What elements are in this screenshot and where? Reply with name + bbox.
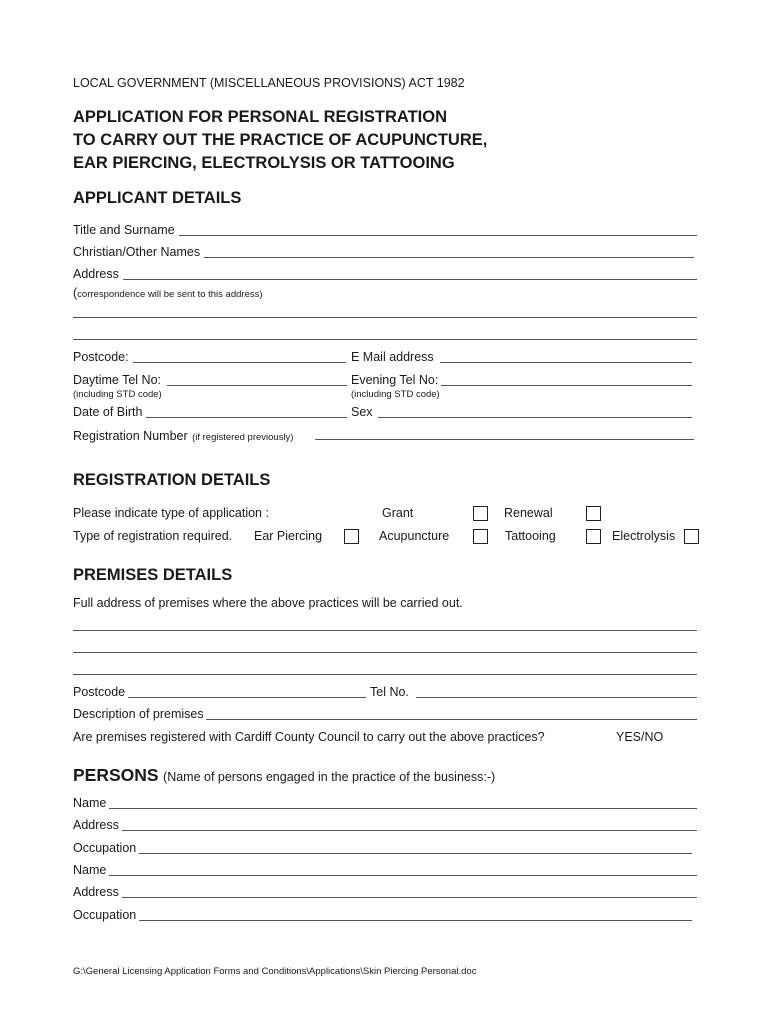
person-2-occupation-label: Occupation (73, 908, 137, 922)
person-2-name-field[interactable] (109, 875, 697, 876)
title-surname-field[interactable] (179, 235, 697, 236)
reg-number-label (73, 427, 293, 445)
address-field[interactable] (123, 279, 697, 280)
premises-description-label: Description of premises (73, 707, 204, 721)
premises-details-heading: PREMISES DETAILS (73, 566, 233, 584)
dob-label: Date of Birth (73, 405, 143, 419)
person-1-name-label: Name (73, 796, 107, 810)
reg-number-field[interactable] (315, 439, 694, 440)
ear-piercing-checkbox[interactable] (344, 529, 359, 544)
premises-address-label: Full address of premises where the above practices will be carried out. (73, 596, 463, 610)
person-1-occupation-field[interactable] (139, 853, 692, 854)
postcode-field[interactable] (133, 362, 346, 363)
sex-label: Sex (351, 405, 373, 419)
premises-tel-label: Tel No. (370, 685, 409, 699)
title-surname-label: Title and Surname (73, 223, 175, 237)
act-title: LOCAL GOVERNMENT (MISCELLANEOUS PROVISIONS) ACT 1982 (73, 76, 465, 90)
evening-tel-field[interactable] (441, 385, 692, 386)
christian-names-field[interactable] (204, 257, 694, 258)
address-note-paren: ( (73, 286, 78, 300)
electrolysis-label: Electrolysis (612, 529, 676, 543)
form-title-line-2: TO CARRY OUT THE PRACTICE OF ACUPUNCTURE, (73, 131, 488, 149)
person-2-address-field[interactable] (122, 897, 697, 898)
premises-address-line-2[interactable] (73, 652, 697, 653)
persons-subheading: (Name of persons engaged in the practice of the business:-) (163, 770, 496, 784)
daytime-tel-field[interactable] (167, 385, 347, 386)
person-1-occupation-label: Occupation (73, 841, 137, 855)
postcode-label: Postcode: (73, 350, 129, 364)
person-1-address-label: Address (73, 818, 119, 832)
persons-heading-row (73, 765, 495, 786)
person-2-address-label: Address (73, 885, 119, 899)
premises-address-line-1[interactable] (73, 630, 697, 631)
person-1-address-field[interactable] (122, 830, 697, 831)
premises-registered-question: Are premises registered with Cardiff County Council to carry out the above practices? (73, 730, 545, 744)
grant-label: Grant (382, 506, 414, 520)
grant-checkbox[interactable] (473, 506, 488, 521)
email-label: E Mail address (351, 350, 434, 364)
electrolysis-checkbox[interactable] (684, 529, 699, 544)
footer-file-path: G:\General Licensing Application Forms and Conditions\Applications\Skin Piercing Personal.doc (73, 966, 477, 977)
persons-heading: PERSONS (73, 765, 159, 785)
premises-postcode-label: Postcode (73, 685, 126, 699)
indicate-type-label: Please indicate type of application : (73, 506, 269, 520)
std-note-evening: (including STD code) (351, 389, 440, 400)
acupuncture-checkbox[interactable] (473, 529, 488, 544)
person-1-name-field[interactable] (109, 808, 697, 809)
address-line-3[interactable] (73, 339, 697, 340)
reg-number-text: Registration Number (73, 429, 188, 443)
premises-address-line-3[interactable] (73, 674, 697, 675)
form-title-line-3: EAR PIERCING, ELECTROLYSIS OR TATTOOING (73, 154, 455, 172)
tattooing-checkbox[interactable] (586, 529, 601, 544)
address-label: Address (73, 267, 119, 281)
address-line-2[interactable] (73, 317, 697, 318)
email-field[interactable] (440, 362, 692, 363)
dob-field[interactable] (146, 417, 347, 418)
person-2-occupation-field[interactable] (139, 920, 692, 921)
renewal-label: Renewal (504, 506, 553, 520)
tattooing-label: Tattooing (505, 529, 556, 543)
yes-no-option[interactable]: YES/NO (616, 730, 664, 744)
applicant-details-heading: APPLICANT DETAILS (73, 189, 242, 207)
renewal-checkbox[interactable] (586, 506, 601, 521)
registration-details-heading: REGISTRATION DETAILS (73, 471, 271, 489)
type-required-label: Type of registration required. (73, 529, 233, 543)
reg-number-note: (if registered previously) (192, 432, 294, 443)
evening-tel-label: Evening Tel No: (351, 373, 439, 387)
address-note-text: correspondence will be sent to this address) (77, 289, 263, 300)
ear-piercing-label: Ear Piercing (254, 529, 323, 543)
sex-field[interactable] (378, 417, 692, 418)
premises-tel-field[interactable] (416, 697, 697, 698)
acupuncture-label: Acupuncture (379, 529, 450, 543)
form-title-line-1: APPLICATION FOR PERSONAL REGISTRATION (73, 108, 448, 126)
christian-names-label: Christian/Other Names (73, 245, 201, 259)
daytime-tel-label: Daytime Tel No: (73, 373, 161, 387)
std-note-daytime: (including STD code) (73, 389, 162, 400)
premises-postcode-field[interactable] (128, 697, 366, 698)
premises-description-field[interactable] (206, 719, 697, 720)
person-2-name-label: Name (73, 863, 107, 877)
address-note (73, 284, 263, 302)
